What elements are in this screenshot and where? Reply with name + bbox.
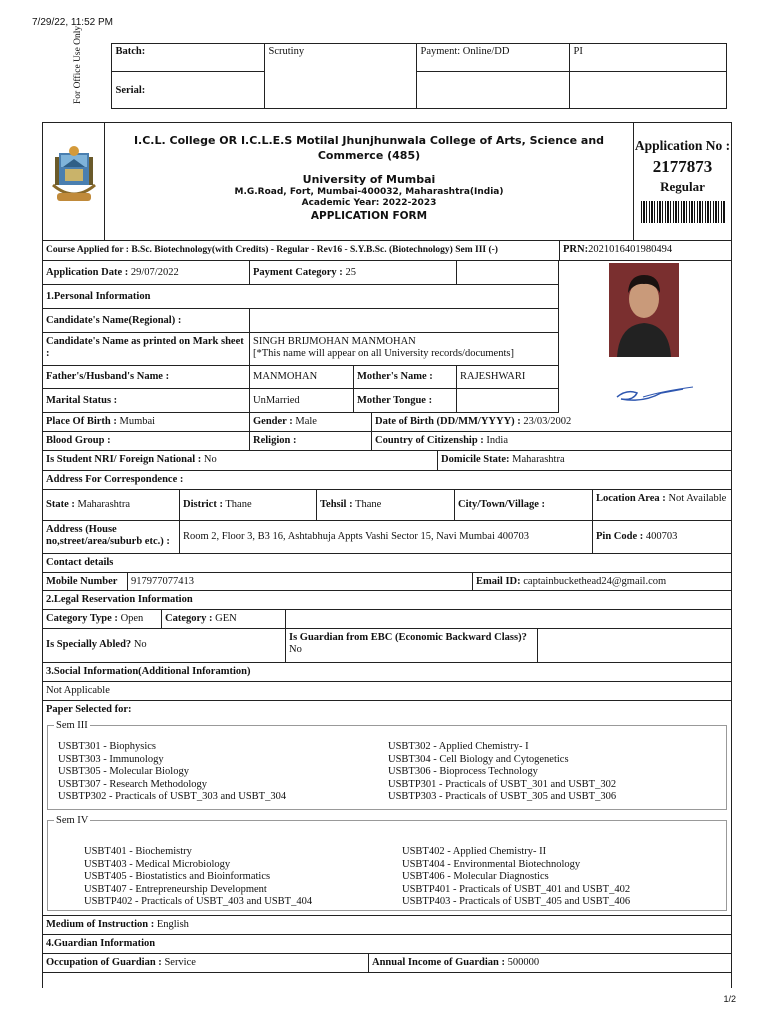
nri-status: Is Student NRI/ Foreign National : No — [46, 454, 217, 465]
pi-label: PI — [569, 44, 727, 72]
category-blank — [285, 610, 731, 628]
father-value: MANMOHAN — [249, 366, 353, 388]
paper-item: USBT405 - Biostatistics and Bioinformatics — [84, 871, 271, 882]
mother-label: Mother's Name : — [353, 366, 456, 388]
mobile-label: Mobile Number — [46, 576, 118, 587]
page-number: 1/2 — [723, 994, 736, 1004]
contact-row — [43, 573, 731, 591]
guardian-section-row — [43, 935, 731, 954]
gender: Gender : Male — [249, 413, 371, 431]
course-row — [43, 241, 731, 261]
course-applied: Course Applied for : B.Sc. Biotechnology(with Credits) - Regular - Rev16 - S.Y.B.Sc. (Biotechnology) Sem III (-) — [46, 245, 498, 255]
category-row — [43, 610, 731, 629]
regional-name-label: Candidate's Name(Regional) : — [46, 315, 182, 326]
university-address: M.G.Road, Fort, Mumbai-400032, Maharashtra(India) — [234, 187, 504, 197]
application-form — [42, 122, 732, 988]
candidate-photo-icon — [609, 263, 679, 357]
serial-label: Serial: — [111, 72, 264, 109]
address-section-row — [43, 471, 731, 490]
sem3-right-list — [388, 741, 616, 804]
blood-row — [43, 432, 731, 451]
application-number-cell — [633, 123, 731, 241]
payment-label: Payment: Online/DD — [416, 44, 569, 72]
religion-label: Religion : — [249, 432, 371, 450]
city-label: City/Town/Village : — [454, 490, 592, 520]
form-title: APPLICATION FORM — [310, 210, 428, 222]
academic-year: Academic Year: 2022-2023 — [301, 198, 437, 208]
paper-item: USBT307 - Research Methodology — [58, 778, 208, 790]
paper-item: USBTP303 - Practicals of USBT_305 and USBT_306 — [388, 791, 617, 802]
contact-section-row — [43, 554, 731, 573]
paper-item: USBT301 - Biophysics — [58, 741, 157, 752]
payment-blank — [416, 72, 569, 109]
paper-item: USBT303 - Immunology — [58, 753, 164, 765]
social-value: Not Applicable — [46, 685, 110, 696]
office-use-label: For Office Use Only — [67, 44, 111, 109]
application-date-row — [43, 261, 559, 285]
tehsil: Tehsil : Thane — [316, 490, 454, 520]
university-logo-cell — [43, 123, 105, 241]
paper-item: USBT304 - Cell Biology and Cytogenetics — [388, 753, 569, 765]
place-of-birth: Place Of Birth : Mumbai — [46, 416, 156, 427]
print-timestamp: 7/29/22, 11:52 PM — [32, 17, 113, 28]
ebc-blank — [537, 629, 731, 662]
paper-item: USBTP403 - Practicals of USBT_405 and USBT_406 — [402, 896, 631, 907]
paper-item: USBT306 - Bioprocess Technology — [388, 766, 538, 777]
payment-category: Payment Category : 25 — [249, 261, 456, 284]
office-use-table — [67, 25, 727, 109]
paper-item: USBTP401 - Practicals of USBT_401 and USBT_402 — [402, 883, 631, 895]
paper-item: USBTP302 - Practicals of USBT_303 and USBT_304 — [58, 791, 287, 802]
medium-row — [43, 916, 731, 935]
marksheet-name-row — [43, 333, 559, 366]
paper-item: USBT302 - Applied Chemistry- I — [388, 741, 529, 752]
domicile-state: Domicile State: Maharashtra — [437, 451, 731, 470]
social-section-row — [43, 663, 731, 682]
prn: PRN:2021016401980494 — [559, 241, 731, 260]
location-area: Location Area : Not Available — [592, 490, 731, 520]
reservation-section-row — [43, 591, 731, 610]
nri-row — [43, 451, 731, 471]
sem3-left-list — [58, 741, 286, 804]
candidate-signature — [603, 369, 703, 409]
application-type: Regular — [660, 179, 705, 194]
category: Category : GEN — [161, 610, 285, 628]
parents-row — [43, 366, 559, 389]
signature-icon — [603, 369, 703, 409]
sem4-title: Sem IV — [56, 815, 89, 826]
paper-item: USBTP402 - Practicals of USBT_403 and USBT_404 — [84, 896, 313, 907]
medium-of-instruction: Medium of Instruction : English — [46, 919, 189, 930]
marital-value: UnMarried — [249, 389, 353, 412]
sem4-right-list — [402, 846, 630, 909]
paper-item: USBT402 - Applied Chemistry- II — [402, 846, 547, 857]
sem3-title: Sem III — [56, 720, 88, 731]
paper-item: USBT305 - Molecular Biology — [58, 766, 189, 777]
paper-item: USBT403 - Medical Microbiology — [84, 858, 231, 870]
sem4-left-list — [84, 846, 312, 909]
blank-cell — [456, 261, 559, 284]
candidate-photo — [609, 263, 679, 357]
state: State : Maharashtra — [46, 499, 130, 510]
sem4-group — [47, 815, 727, 911]
personal-section-row — [43, 285, 559, 309]
reservation-section-title: 2.Legal Reservation Information — [46, 594, 193, 605]
guardian-section-title: 4.Guardian Information — [46, 938, 156, 949]
application-date: Application Date : 29/07/2022 — [46, 267, 179, 278]
guardian-occupation: Occupation of Guardian : Service — [46, 957, 196, 968]
abled-row — [43, 629, 731, 663]
regional-name-row — [43, 309, 559, 333]
college-name: I.C.L. College OR I.C.L.E.S Motilal Jhunjhunwala College of Arts, Science and Commerce (485) — [133, 134, 605, 162]
full-address-row — [43, 521, 731, 554]
pi-blank — [569, 72, 727, 109]
ebc-status: Is Guardian from EBC (Economic Backward Class)? No — [285, 629, 537, 662]
personal-section-title: 1.Personal Information — [46, 291, 151, 302]
university-emblem-icon — [43, 123, 105, 241]
marital-label: Marital Status : — [46, 395, 118, 406]
paper-item: USBT407 - Entrepreneurship Development — [84, 883, 267, 895]
paper-item: USBT406 - Molecular Diagnostics — [402, 871, 549, 882]
address-label: Address (House no,street/area/suburb etc.) : — [46, 524, 170, 547]
application-no-label: Application No : — [634, 138, 731, 153]
mobile-value: 917977077413 — [127, 573, 472, 590]
mother-value: RAJESHWARI — [456, 366, 559, 388]
sem3-group — [47, 720, 727, 810]
location-row — [43, 490, 731, 521]
father-label: Father's/Husband's Name : — [46, 371, 170, 382]
contact-section-title: Contact details — [46, 557, 114, 568]
papers-section-title: Paper Selected for: — [46, 704, 132, 715]
guardian-income: Annual Income of Guardian : 500000 — [368, 954, 731, 972]
paper-item: USBTP301 - Practicals of USBT_301 and USBT_302 — [388, 778, 617, 790]
form-header — [43, 123, 731, 241]
college-info — [105, 123, 633, 241]
birth-row — [43, 413, 731, 432]
regional-name-value — [249, 309, 559, 332]
mother-tongue-label: Mother Tongue : — [353, 389, 456, 412]
paper-item: USBT401 - Biochemistry — [84, 846, 192, 857]
papers-section-row — [43, 701, 731, 720]
category-type: Category Type : Open — [46, 613, 144, 624]
specially-abled: Is Specially Abled? No — [46, 639, 147, 650]
email: Email ID: captainbuckethead24@gmail.com — [472, 573, 731, 590]
address-section-title: Address For Correspondence : — [46, 474, 184, 485]
application-number: 2177873 — [652, 157, 713, 176]
blood-group-label: Blood Group : — [46, 435, 111, 446]
pin-code: Pin Code : 400703 — [592, 521, 731, 553]
marksheet-name-label: Candidate's Name as printed on Mark sheet : — [46, 336, 244, 359]
citizenship: Country of Citizenship : India — [371, 432, 731, 450]
marital-row — [43, 389, 559, 413]
barcode-icon — [641, 201, 725, 223]
papers-block — [43, 720, 731, 916]
social-section-title: 3.Social Information(Additional Inforamtion) — [46, 666, 251, 677]
paper-item: USBT404 - Environmental Biotechnology — [402, 858, 581, 870]
mother-tongue-value — [456, 389, 559, 412]
address-value: Room 2, Floor 3, B3 16, Ashtabhuja Appts Vashi Sector 15, Navi Mumbai 400703 — [179, 521, 592, 553]
marksheet-name-value: SINGH BRIJMOHAN MANMOHAN [*This name will appear on all University records/documents] — [249, 333, 559, 365]
guardian-row — [43, 954, 731, 973]
district: District : Thane — [179, 490, 316, 520]
university-name: University of Mumbai — [302, 173, 436, 186]
date-of-birth: Date of Birth (DD/MM/YYYY) : 23/03/2002 — [371, 413, 731, 431]
social-value-row — [43, 682, 731, 701]
scrutiny-label: Scrutiny — [264, 44, 416, 109]
batch-label: Batch: — [111, 44, 264, 72]
